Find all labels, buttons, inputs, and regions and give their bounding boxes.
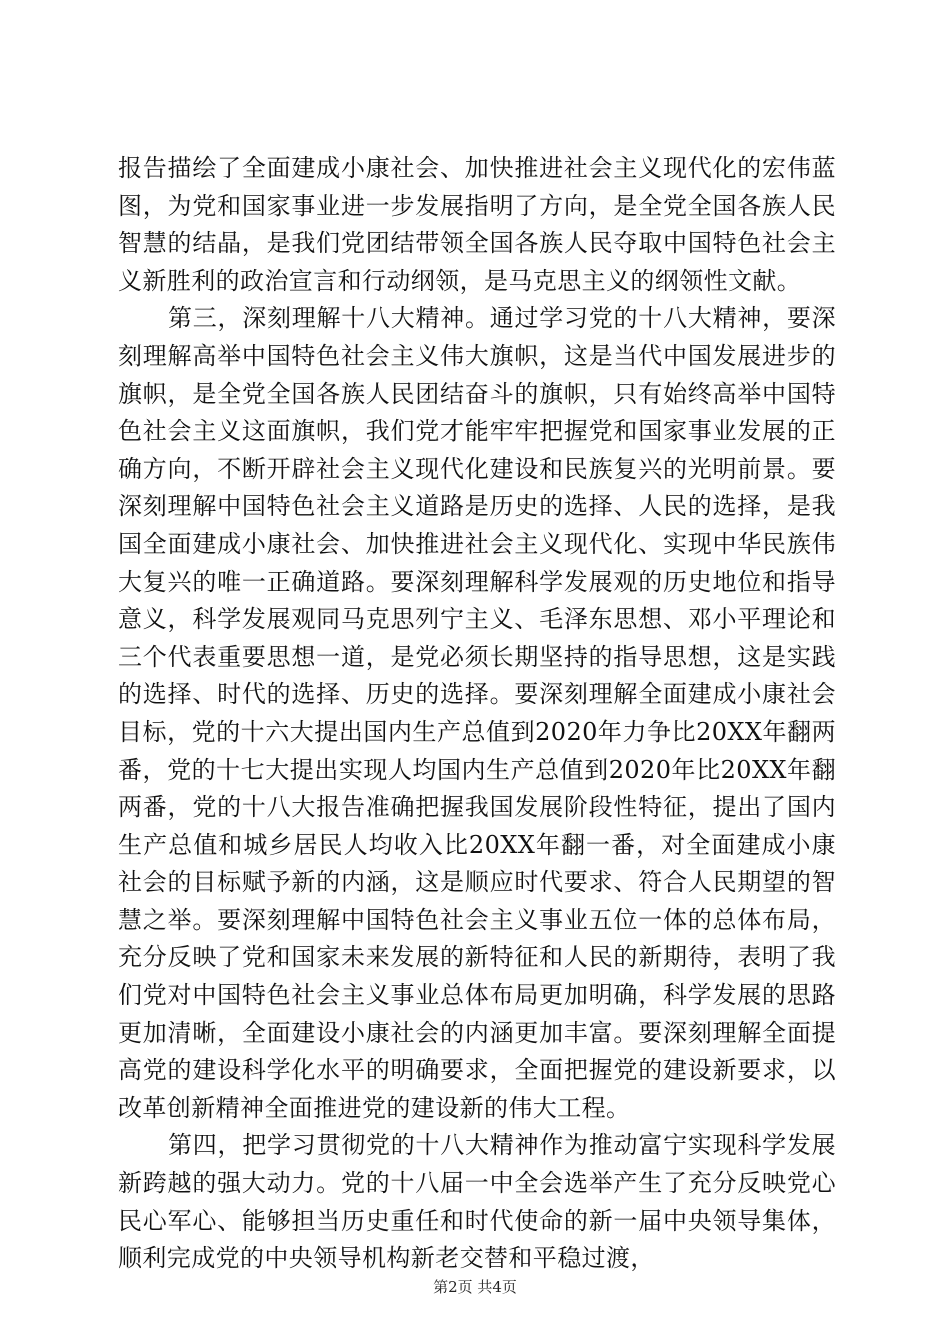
- page-number-footer: 第2页 共4页: [433, 1278, 517, 1296]
- paragraph-1: 报告描绘了全面建成小康社会、加快推进社会主义现代化的宏伟蓝图，为党和国家事业进一步发展指明了方向，是全党全国各族人民智慧的结晶，是我们党团结带领全国各族人民夺取中国特色社会主义新胜利的政治宣言和行动纲领，是马克思主义的纲领性文献。: [118, 154, 836, 295]
- paragraph-3: 第四，把学习贯彻党的十八大精神作为推动富宁实现科学发展新跨越的强大动力。党的十八届一中全会选举产生了充分反映党心民心军心、能够担当历史重任和时代使命的新一届中央领导集体，顺利完成党的中央领导机构新老交替和平稳过渡，: [118, 1131, 836, 1273]
- document-body: [118, 150, 836, 1278]
- paragraph-2: 第三，深刻理解十八大精神。通过学习党的十八大精神，要深刻理解高举中国特色社会主义伟大旗帜，这是当代中国发展进步的旗帜，是全党全国各族人民团结奋斗的旗帜，只有始终高举中国特色社会主义这面旗帜，我们党才能牢牢把握党和国家事业发展的正确方向，不断开辟社会主义现代化建设和民族复兴的光明前景。要深刻理解中国特色社会主义道路是历史的选择、人民的选择，是我国全面建成小康社会、加快推进社会主义现代化、实现中华民族伟大复兴的唯一正确道路。要深刻理解科学发展观的历史地位和指导意义，科学发展观同马克思列宁主义、毛泽东思想、邓小平理论和三个代表重要思想一道，是党必须长期坚持的指导思想，这是实践的选择、时代的选择、历史的选择。要深刻理解全面建成小康社会目标，党的十六大提出国内生产总值到2020年力争比20XX年翻两番，党的十七大提出实现人均国内生产总值到2020年比20XX年翻两番，党的十八大报告准确把握我国发展阶段性特征，提出了国内生产总值和城乡居民人均收入比20XX年翻一番，对全面建成小康社会的目标赋予新的内涵，这是顺应时代要求、符合人民期望的智慧之举。要深刻理解中国特色社会主义事业五位一体的总体布局，充分反映了党和国家未来发展的新特征和人民的新期待，表明了我们党对中国特色社会主义事业总体布局更加明确，科学发展的思路更加清晰，全面建设小康社会的内涵更加丰富。要深刻理解全面提高党的建设科学化水平的明确要求，全面把握党的建设新要求，以改革创新精神全面推进党的建设新的伟大工程。: [118, 304, 836, 1122]
